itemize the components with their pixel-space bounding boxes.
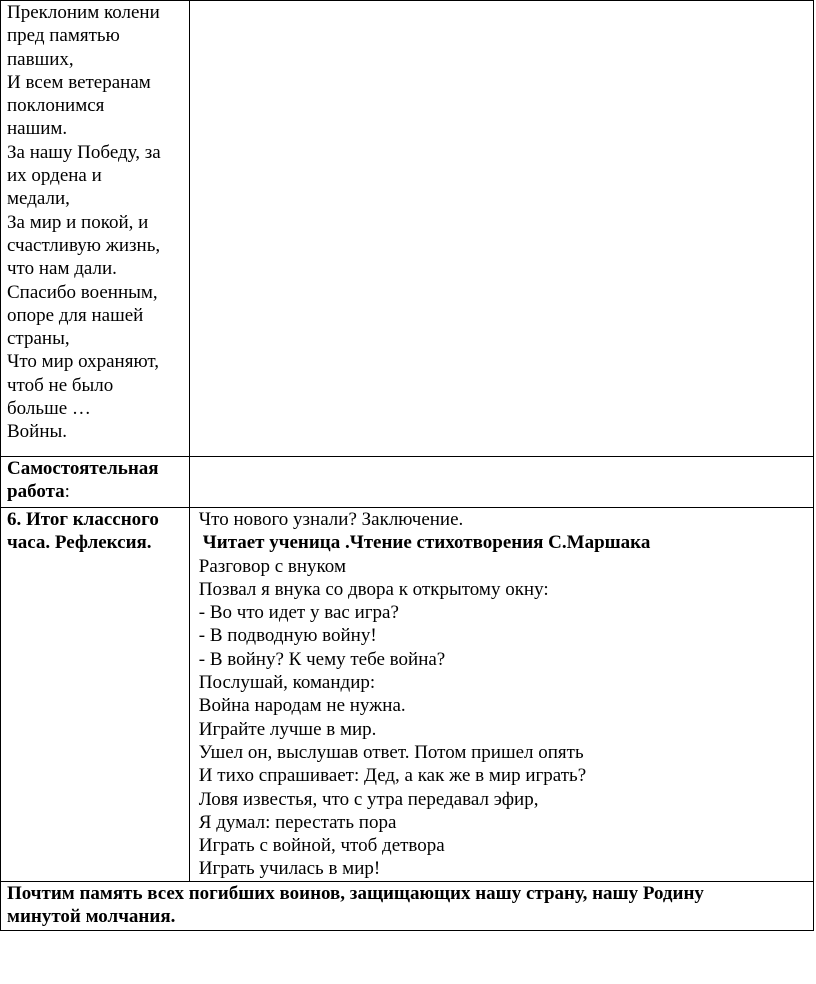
poem-line: И всем ветеранам <box>7 71 151 93</box>
independent-work-label: работа <box>7 481 65 503</box>
marshak-poem-line: Разговор с внуком <box>198 555 346 577</box>
poem-cell <box>1 1 190 457</box>
table-row-poem <box>1 1 814 457</box>
table-row-footer <box>1 881 814 930</box>
poem-line: нашим. <box>7 118 68 140</box>
poem-line: чтоб не было <box>7 374 114 396</box>
independent-work-label: Самостоятельная <box>7 458 159 479</box>
marshak-poem-line: - Во что идет у вас игра? <box>198 602 399 624</box>
poem-line: пред памятью <box>7 25 120 47</box>
marshak-poem-line: Играть с войной, чтоб детвора <box>198 835 445 857</box>
marshak-poem-line: Ловя известья, что с утра передавал эфир, <box>198 788 539 810</box>
footer-text: Почтим память всех погибших воинов, защищающих нашу страну, нашу Родину <box>7 882 704 904</box>
summary-intro: Что нового узнали? Заключение. <box>198 509 464 530</box>
marshak-poem-line: Ушел он, выслушав ответ. Потом пришел опять <box>198 741 584 763</box>
marshak-poem-line: Война народам не нужна. <box>198 695 406 717</box>
poem-line: Спасибо военным, <box>7 281 158 303</box>
poem-line: счастливую жизнь, <box>7 234 161 256</box>
reader-heading: Читает ученица .Чтение стихотворения С.Маршака <box>202 532 651 554</box>
marshak-poem-line: Послушай, командир: <box>198 672 376 694</box>
marshak-poem-line: И тихо спрашивает: Дед, а как же в мир играть? <box>198 765 587 787</box>
table-row-summary <box>1 508 814 882</box>
poem-line: что нам дали. <box>7 258 117 280</box>
poem-line: Что мир охраняют, <box>7 351 160 373</box>
poem-empty-cell <box>189 1 813 457</box>
marshak-poem-line: Играйте лучше в мир. <box>198 718 377 740</box>
footer-text: минутой молчания. <box>7 906 176 928</box>
poem-line: их ордена и <box>7 165 102 187</box>
summary-label: часа. Рефлексия. <box>7 532 152 554</box>
footer-cell <box>1 881 814 930</box>
poem-line: больше … <box>7 398 91 420</box>
poem-line: опоре для нашей <box>7 304 144 326</box>
poem-line: павших, <box>7 48 74 70</box>
summary-content-cell <box>189 508 813 882</box>
marshak-poem-line: Позвал я внука со двора к открытому окну: <box>198 578 549 600</box>
poem-line: Преклоним колени <box>7 2 160 23</box>
marshak-poem-line: Играть училась в мир! <box>198 858 381 880</box>
poem-line: Войны. <box>7 421 68 443</box>
poem-line: страны, <box>7 328 70 350</box>
independent-work-colon: : <box>64 481 70 503</box>
summary-label-cell <box>1 508 190 882</box>
table-row-independent-work <box>1 457 814 508</box>
marshak-poem-line: Я думал: перестать пора <box>198 811 397 833</box>
poem-line: медали, <box>7 188 70 210</box>
poem-line: За нашу Победу, за <box>7 141 161 163</box>
independent-work-label-cell <box>1 457 190 508</box>
independent-work-empty-cell <box>189 457 813 508</box>
poem-line: поклонимся <box>7 95 105 117</box>
marshak-poem-line: - В войну? К чему тебе война? <box>198 648 446 670</box>
summary-label: 6. Итог классного <box>7 509 159 530</box>
marshak-poem-line: - В подводную войну! <box>198 625 377 647</box>
poem-line: За мир и покой, и <box>7 211 149 233</box>
